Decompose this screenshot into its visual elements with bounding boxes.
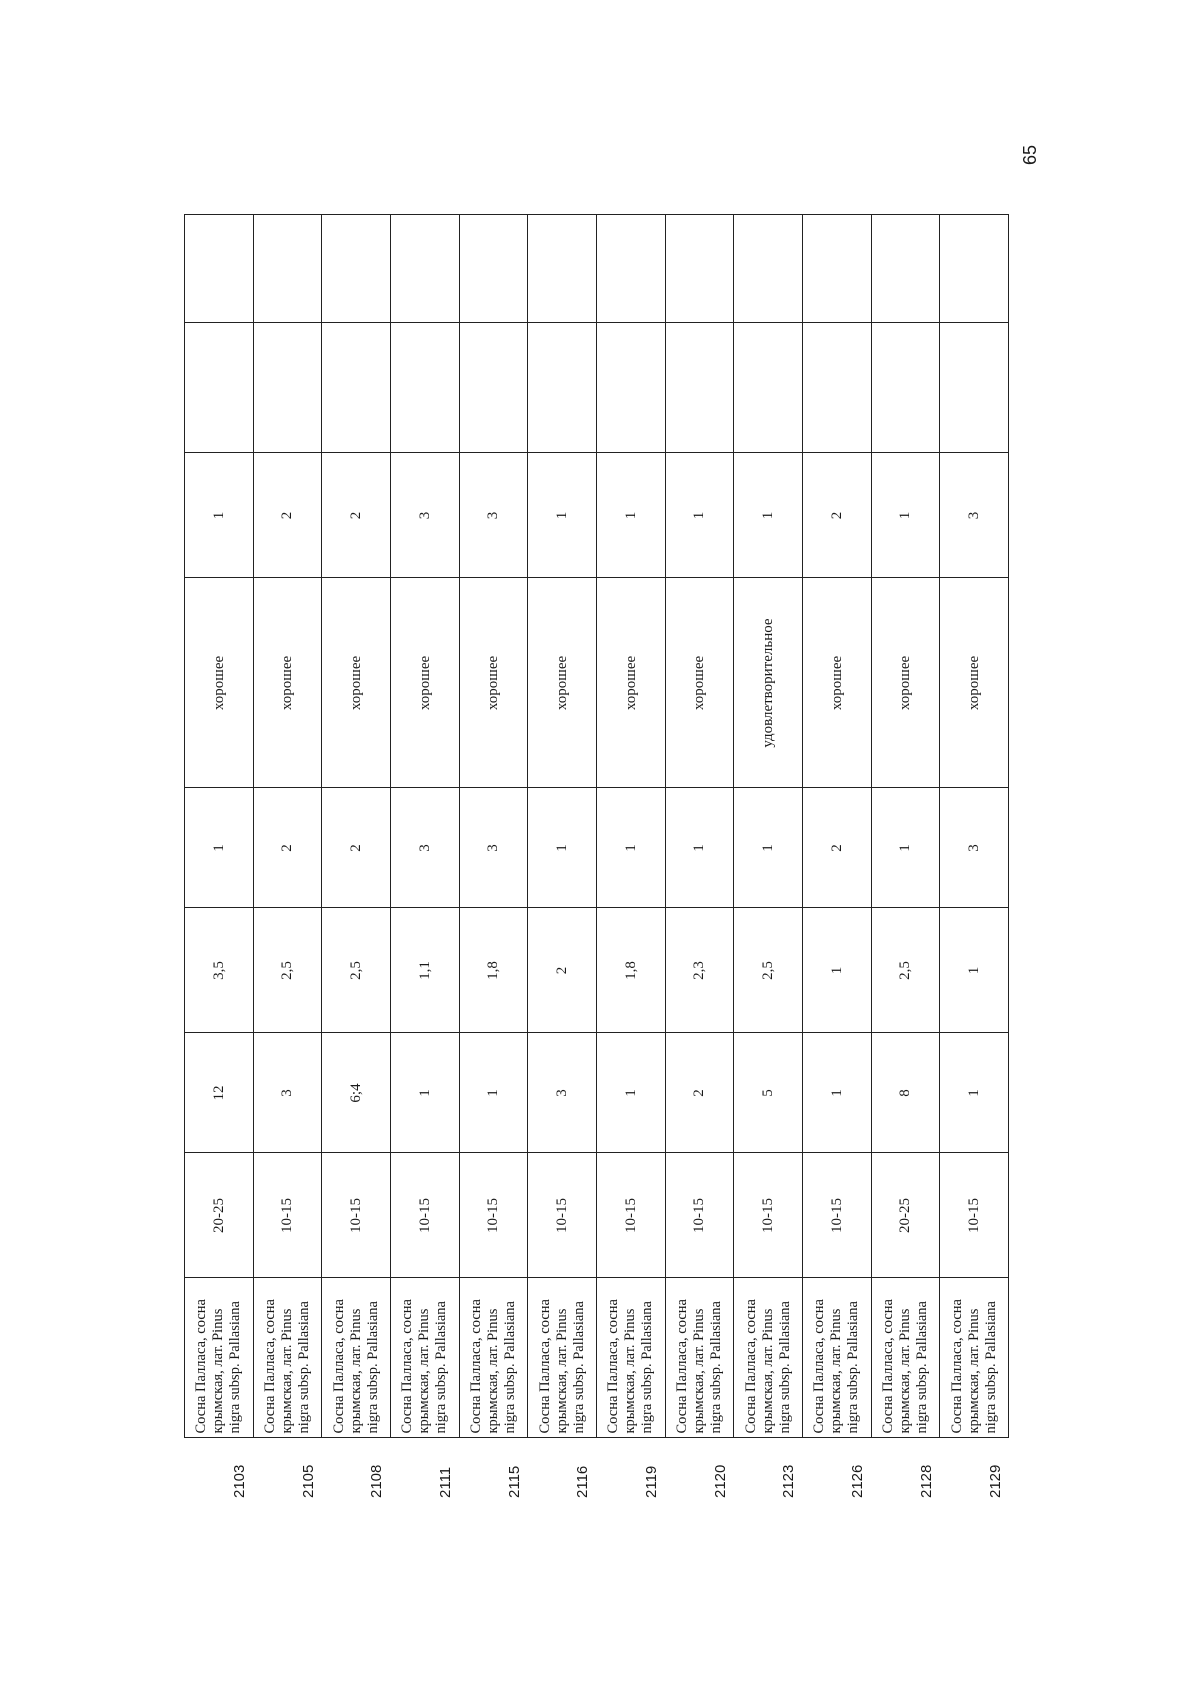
table-row bbox=[253, 215, 322, 1500]
table-row bbox=[871, 215, 940, 1500]
height-cell: 1,1 bbox=[390, 908, 459, 1033]
condition-cell: хорошее bbox=[322, 578, 391, 788]
condition-cell: хорошее bbox=[253, 578, 322, 788]
empty-cell bbox=[734, 215, 803, 323]
table-row bbox=[185, 215, 254, 1500]
table-row bbox=[940, 215, 1009, 1500]
age-cell: 10-15 bbox=[322, 1153, 391, 1278]
condition-cell: удовлетворительное bbox=[734, 578, 803, 788]
row-number-cell: 2128 bbox=[871, 1438, 940, 1500]
empty-cell bbox=[802, 215, 871, 323]
condition-cell: хорошее bbox=[665, 578, 734, 788]
species-name-cell: Сосна Палласа, сосна крымская, лат. Pinus nigra subsp. Pallasiana bbox=[253, 1278, 322, 1438]
table-row bbox=[802, 215, 871, 1500]
table-row bbox=[322, 215, 391, 1500]
count-cell: 5 bbox=[734, 1033, 803, 1153]
species-name-cell: Сосна Палласа, сосна крымская, лат. Pinus nigra subsp. Pallasiana bbox=[596, 1278, 665, 1438]
table-row bbox=[665, 215, 734, 1500]
count-cell: 1 bbox=[596, 1033, 665, 1153]
age-cell: 10-15 bbox=[253, 1153, 322, 1278]
empty-cell bbox=[390, 323, 459, 453]
height-cell: 2,5 bbox=[253, 908, 322, 1033]
count-cell: 3 bbox=[253, 1033, 322, 1153]
category-cell: 1 bbox=[596, 788, 665, 908]
category-2-cell: 1 bbox=[528, 453, 597, 578]
species-name-cell: Сосна Палласа, сосна крымская, лат. Pinus nigra subsp. Pallasiana bbox=[665, 1278, 734, 1438]
table-row bbox=[459, 215, 528, 1500]
count-cell: 6;4 bbox=[322, 1033, 391, 1153]
count-cell: 1 bbox=[390, 1033, 459, 1153]
empty-cell bbox=[185, 323, 254, 453]
page-number: 65 bbox=[1020, 144, 1040, 166]
species-name-cell: Сосна Палласа, сосна крымская, лат. Pinus nigra subsp. Pallasiana bbox=[390, 1278, 459, 1438]
category-2-cell: 3 bbox=[459, 453, 528, 578]
empty-cell bbox=[871, 215, 940, 323]
category-2-cell: 1 bbox=[871, 453, 940, 578]
count-cell: 1 bbox=[940, 1033, 1009, 1153]
age-cell: 10-15 bbox=[459, 1153, 528, 1278]
count-cell: 3 bbox=[528, 1033, 597, 1153]
height-cell: 2,3 bbox=[665, 908, 734, 1033]
category-2-cell: 2 bbox=[802, 453, 871, 578]
row-number-cell: 2111 bbox=[390, 1438, 459, 1500]
category-cell: 3 bbox=[459, 788, 528, 908]
age-cell: 20-25 bbox=[185, 1153, 254, 1278]
category-2-cell: 3 bbox=[390, 453, 459, 578]
condition-cell: хорошее bbox=[871, 578, 940, 788]
category-2-cell: 3 bbox=[940, 453, 1009, 578]
row-number-cell: 2120 bbox=[665, 1438, 734, 1500]
table-row bbox=[390, 215, 459, 1500]
species-name-cell: Сосна Палласа, сосна крымская, лат. Pinus nigra subsp. Pallasiana bbox=[871, 1278, 940, 1438]
category-2-cell: 2 bbox=[322, 453, 391, 578]
category-2-cell: 1 bbox=[185, 453, 254, 578]
count-cell: 1 bbox=[459, 1033, 528, 1153]
empty-cell bbox=[528, 215, 597, 323]
row-number-cell: 2108 bbox=[322, 1438, 391, 1500]
empty-cell bbox=[322, 215, 391, 323]
category-cell: 3 bbox=[940, 788, 1009, 908]
empty-cell bbox=[940, 323, 1009, 453]
row-number-cell: 2115 bbox=[459, 1438, 528, 1500]
table-row bbox=[734, 215, 803, 1500]
age-cell: 10-15 bbox=[665, 1153, 734, 1278]
age-cell: 10-15 bbox=[734, 1153, 803, 1278]
age-cell: 10-15 bbox=[390, 1153, 459, 1278]
table-row bbox=[528, 215, 597, 1500]
category-cell: 3 bbox=[390, 788, 459, 908]
row-number-cell: 2119 bbox=[596, 1438, 665, 1500]
table-row bbox=[596, 215, 665, 1500]
empty-cell bbox=[734, 323, 803, 453]
category-cell: 2 bbox=[322, 788, 391, 908]
row-number-cell: 2126 bbox=[802, 1438, 871, 1500]
count-cell: 12 bbox=[185, 1033, 254, 1153]
species-name-cell: Сосна Палласа, сосна крымская, лат. Pinus nigra subsp. Pallasiana bbox=[459, 1278, 528, 1438]
species-name-cell: Сосна Палласа, сосна крымская, лат. Pinus nigra subsp. Pallasiana bbox=[185, 1278, 254, 1438]
empty-cell bbox=[596, 215, 665, 323]
species-name-cell: Сосна Палласа, сосна крымская, лат. Pinus nigra subsp. Pallasiana bbox=[734, 1278, 803, 1438]
height-cell: 2,5 bbox=[871, 908, 940, 1033]
empty-cell bbox=[322, 323, 391, 453]
empty-cell bbox=[665, 323, 734, 453]
height-cell: 3,5 bbox=[185, 908, 254, 1033]
empty-cell bbox=[802, 323, 871, 453]
height-cell: 2,5 bbox=[322, 908, 391, 1033]
condition-cell: хорошее bbox=[185, 578, 254, 788]
empty-cell bbox=[596, 323, 665, 453]
row-number-cell: 2123 bbox=[734, 1438, 803, 1500]
category-2-cell: 2 bbox=[253, 453, 322, 578]
age-cell: 10-15 bbox=[802, 1153, 871, 1278]
height-cell: 1 bbox=[940, 908, 1009, 1033]
category-2-cell: 1 bbox=[665, 453, 734, 578]
category-cell: 2 bbox=[802, 788, 871, 908]
empty-cell bbox=[528, 323, 597, 453]
empty-cell bbox=[940, 215, 1009, 323]
age-cell: 10-15 bbox=[528, 1153, 597, 1278]
height-cell: 2,5 bbox=[734, 908, 803, 1033]
height-cell: 2 bbox=[528, 908, 597, 1033]
empty-cell bbox=[459, 323, 528, 453]
row-number-cell: 2116 bbox=[528, 1438, 597, 1500]
category-cell: 1 bbox=[528, 788, 597, 908]
trees-table bbox=[184, 215, 1009, 1501]
height-cell: 1 bbox=[802, 908, 871, 1033]
height-cell: 1,8 bbox=[459, 908, 528, 1033]
species-name-cell: Сосна Палласа, сосна крымская, лат. Pinus nigra subsp. Pallasiana bbox=[528, 1278, 597, 1438]
row-number-cell: 2103 bbox=[185, 1438, 254, 1500]
category-cell: 1 bbox=[185, 788, 254, 908]
category-cell: 1 bbox=[734, 788, 803, 908]
count-cell: 2 bbox=[665, 1033, 734, 1153]
condition-cell: хорошее bbox=[459, 578, 528, 788]
empty-cell bbox=[871, 323, 940, 453]
category-cell: 1 bbox=[871, 788, 940, 908]
condition-cell: хорошее bbox=[390, 578, 459, 788]
count-cell: 1 bbox=[802, 1033, 871, 1153]
age-cell: 20-25 bbox=[871, 1153, 940, 1278]
empty-cell bbox=[665, 215, 734, 323]
age-cell: 10-15 bbox=[596, 1153, 665, 1278]
table-body bbox=[185, 215, 1009, 1500]
height-cell: 1,8 bbox=[596, 908, 665, 1033]
species-name-cell: Сосна Палласа, сосна крымская, лат. Pinus nigra subsp. Pallasiana bbox=[940, 1278, 1009, 1438]
condition-cell: хорошее bbox=[940, 578, 1009, 788]
species-name-cell: Сосна Палласа, сосна крымская, лат. Pinus nigra subsp. Pallasiana bbox=[322, 1278, 391, 1438]
condition-cell: хорошее bbox=[802, 578, 871, 788]
species-name-cell: Сосна Палласа, сосна крымская, лат. Pinus nigra subsp. Pallasiana bbox=[802, 1278, 871, 1438]
count-cell: 8 bbox=[871, 1033, 940, 1153]
empty-cell bbox=[185, 215, 254, 323]
category-cell: 2 bbox=[253, 788, 322, 908]
age-cell: 10-15 bbox=[940, 1153, 1009, 1278]
category-2-cell: 1 bbox=[596, 453, 665, 578]
empty-cell bbox=[253, 215, 322, 323]
condition-cell: хорошее bbox=[528, 578, 597, 788]
row-number-cell: 2105 bbox=[253, 1438, 322, 1500]
empty-cell bbox=[390, 215, 459, 323]
empty-cell bbox=[253, 323, 322, 453]
condition-cell: хорошее bbox=[596, 578, 665, 788]
category-2-cell: 1 bbox=[734, 453, 803, 578]
empty-cell bbox=[459, 215, 528, 323]
row-number-cell: 2129 bbox=[940, 1438, 1009, 1500]
category-cell: 1 bbox=[665, 788, 734, 908]
